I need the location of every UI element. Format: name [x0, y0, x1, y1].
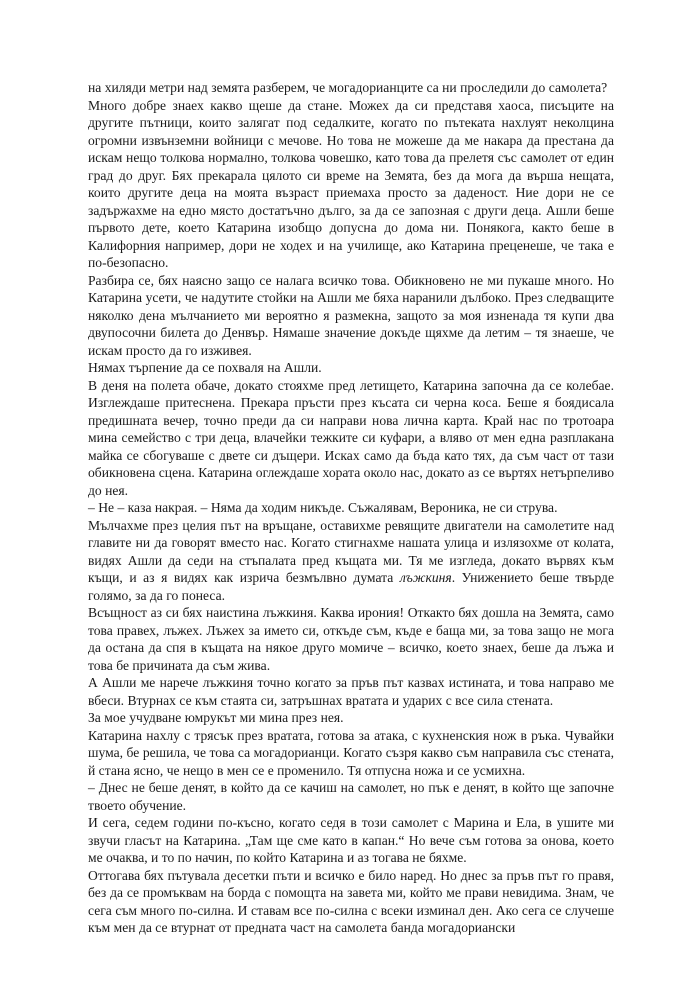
paragraph-12: – Днес не беше денят, в който да се качиш на самолет, но пък е денят, в който ще започне твоето обучение. [88, 780, 614, 813]
document-page [88, 79, 614, 937]
emphasized-word: лъжкиня [399, 570, 452, 585]
paragraph-14: Оттогава бях пътувала десетки пъти и всичко е било наред. Но днес за пръв път го правя, без да се промъквам на борда с помощта на завета ми, който ме прави невидима. Знам, че сега съм много по-силна. И ставам все по-силна с всеки изминал ден. Ако сега се случеше към мен да се втурнат от предната част на самолета банда могадориански [88, 867, 614, 935]
paragraph-13: И сега, седем години по-късно, когато седя в този самолет с Марина и Ела, в ушите ми звучи гласът на Катарина. „Там ще сме като в капан.“ Но вече съм готова за онова, което ме очаква, и то по начин, по който Катарина и аз тогава не бяхме. [88, 815, 614, 865]
paragraph-1: на хиляди метри над земята разберем, че могадорианците са ни проследили до самолета? [88, 80, 608, 95]
paragraph-5: В деня на полета обаче, докато стояхме пред летището, Катарина започна да се колебае. Изглеждаше притеснена. Прекара пръсти през късата си черна коса. Беше я боядисала предишната вечер, точно преди да си направи нова лична карта. Край нас по тротоара мина семейство с три деца, влачейки тежките си куфари, а вляво от мен една разплакана майка се сбогуваше с двете си дъщери. Исках само да бъда като тях, да съм част от тази обикновена сцена. Катарина оглеждаше хората около нас, докато аз се въртях нетърпеливо до нея. [88, 377, 614, 498]
paragraph-3: Разбира се, бях наясно защо се налага всичко това. Обикновено не ми пукаше много. Но Катарина усети, че надутите стойки на Ашли ме бяха наранили дълбоко. През следващите няколко дена мълчанието ми вероятно я размекна, защото за моя изненада тя купи два двупосочни билета до Денвър. Нямаше значение докъде щяхме да летим – тя знаеше, че искам просто да го изживея. [88, 272, 614, 358]
paragraph-6: – Не – каза накрая. – Няма да ходим никъде. Съжалявам, Вероника, не си струва. [88, 500, 558, 515]
paragraph-9: А Ашли ме нарече лъжкиня точно когато за пръв път казвах истината, и това направо ме вбеси. Втурнах се към стаята си, затръшнах вратата и ударих с все сила стената. [88, 675, 614, 708]
paragraph-8: Всъщност аз си бях наистина лъжкиня. Каква ирония! Откакто бях дошла на Земята, само това правех, лъжех. Лъжех за името си, откъде съм, къде е баща ми, за това защо не мога да остана да спя в къщата на някое друго момиче – всичко, което знаех, беше да лъжа и това бе причината да съм жива. [88, 605, 614, 673]
paragraph-10: За мое учудване юмрукът ми мина през нея. [88, 710, 344, 725]
paragraph-7 [88, 517, 614, 605]
paragraph-11: Катарина нахлу с трясък през вратата, готова за атака, с кухненския нож в ръка. Чувайки шума, бе решила, че това са могадорианци. Когато съзря какво съм направила със стената, й стана ясно, че нещо в мен се е променило. Тя отпусна ножа и се усмихна. [88, 727, 614, 778]
paragraph-2: Много добре знаех какво щеше да стане. Можех да си представя хаоса, писъците на другите пътници, които залягат под седалките, когато по пътеката нахлуят неколцина огромни извънземни войници с мечове. Но това не можеше да ме накара да престана да искам нещо толкова нормално, толкова човешко, като това да прелетя със самолет от един град до друг. Бях прекарала цялото си време на Земята, без да мога да върша нещата, които другите деца на моята възраст приемаха просто за даденост. Ние дори не се задържахме на едно място достатъчно дълго, за да се запозная с други деца. Ашли беше първото дете, което Катарина изобщо допусна до дома ни. Понякога, както беше в Калифорния например, дори не ходех и на училище, ако Катарина преценеше, че така е по-безопасно. [88, 97, 614, 270]
paragraph-7-text: Мълчахме през целия път на връщане, оставихме ревящите двигатели на самолетите над главите ни да говорят вместо нас. Когато стигнахме нашата улица и излязохме от колата, видях Ашли да седи на стъпалата пред къщата ми. Тя ме изгледа, докато вървях към къщи, и аз я видях как изрича безмълвно думата [88, 517, 614, 585]
paragraph-7-tail: . Унижението беше твърде голямо, за да го понеса. [88, 570, 615, 603]
paragraph-4: Нямах търпение да се похваля на Ашли. [88, 360, 322, 375]
